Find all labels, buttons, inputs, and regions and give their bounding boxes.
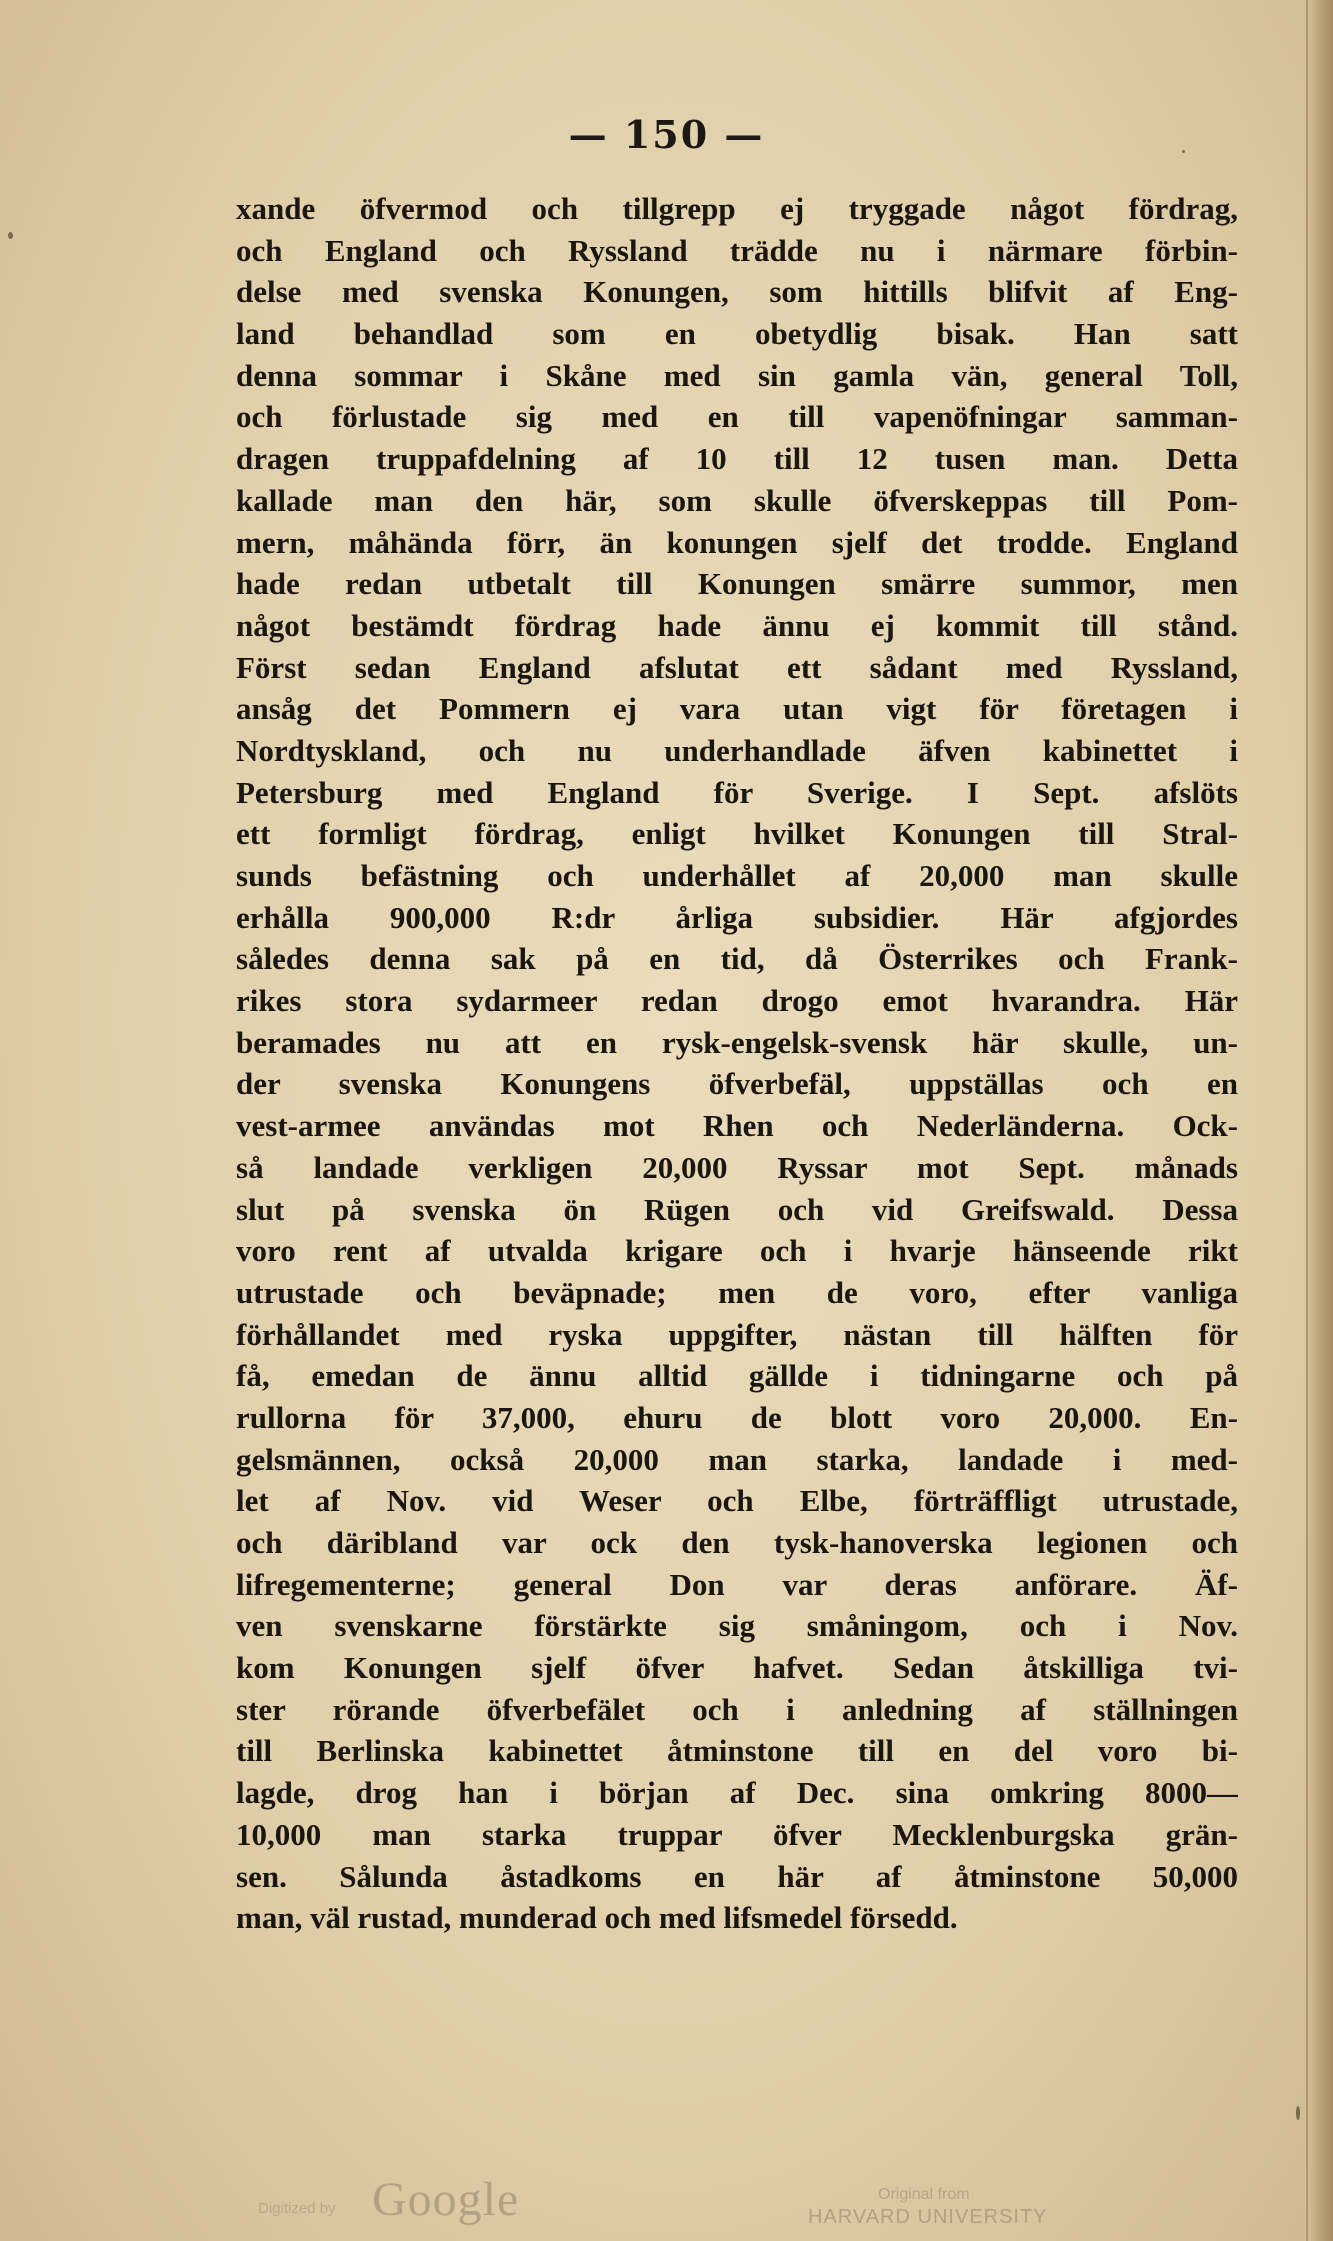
ink-speck bbox=[1296, 2106, 1300, 2120]
text-line: sunds befästning och underhållet af 20,000 man skulle bbox=[236, 858, 1238, 893]
harvard-university-label: HARVARD UNIVERSITY bbox=[808, 2206, 1048, 2228]
text-line: och England och Ryssland trädde nu i närmare förbin- bbox=[236, 232, 1238, 268]
text-line: lifregementerne; general Don var deras anförare. Äf- bbox=[236, 1566, 1238, 1602]
text-line: kom Konungen sjelf öfver hafvet. Sedan åtskilliga tvi- bbox=[236, 1650, 1238, 1686]
text-line: vest-armee användas mot Rhen och Nederländerna. Ock- bbox=[236, 1108, 1238, 1144]
text-line: Först sedan England afslutat ett sådant med Ryssland, bbox=[236, 649, 1238, 685]
text-line: denna sommar i Skåne med sin gamla vän, general Toll, bbox=[236, 357, 1238, 393]
text-line: 10,000 man starka truppar öfver Mecklenburgska grän- bbox=[236, 1816, 1238, 1852]
text-line: let af Nov. vid Weser och Elbe, förträffligt utrustade, bbox=[236, 1483, 1238, 1519]
page-edge-line bbox=[1306, 0, 1308, 2241]
text-line: der svenska Konungens öfverbefäl, uppställas och en bbox=[236, 1066, 1238, 1102]
text-line: slut på svenska ön Rügen och vid Greifswald. Dessa bbox=[236, 1191, 1238, 1227]
page-edge bbox=[1305, 0, 1333, 2241]
text-line: dragen truppafdelning af 10 till 12 tusen man. Detta bbox=[236, 441, 1238, 477]
text-line: kallade man den här, som skulle öfverskeppas till Pom- bbox=[236, 482, 1238, 518]
text-line: ster rörande öfverbefälet och i anledning af ställningen bbox=[236, 1691, 1238, 1727]
text-line: få, emedan de ännu alltid gällde i tidningarne och på bbox=[236, 1358, 1238, 1394]
text-line: voro rent af utvalda krigare och i hvarje hänseende rikt bbox=[236, 1233, 1238, 1269]
text-line: beramades nu att en rysk-engelsk-svensk här skulle, un- bbox=[236, 1024, 1238, 1060]
original-from-label: Original from bbox=[878, 2186, 970, 2203]
text-line: och däribland var ock den tysk-hanoverska legionen och bbox=[236, 1525, 1238, 1560]
text-line: ven svenskarne förstärkte sig småningom, och i Nov. bbox=[236, 1608, 1238, 1644]
text-line: ett formligt fördrag, enligt hvilket Konungen till Stral- bbox=[236, 816, 1238, 852]
text-line: till Berlinska kabinettet åtminstone till en del voro bi- bbox=[236, 1733, 1238, 1769]
text-line: ansåg det Pommern ej vara utan vigt för företagen i bbox=[236, 691, 1238, 727]
ink-speck bbox=[8, 232, 13, 239]
text-line: mern, måhända förr, än konungen sjelf det trodde. England bbox=[236, 524, 1238, 560]
text-line: delse med svenska Konungen, som hittills blifvit af Eng- bbox=[236, 274, 1238, 310]
text-line: man, väl rustad, munderad och med lifsmedel försedd. bbox=[236, 1900, 958, 1936]
text-line: sen. Sålunda åstadkoms en här af åtminstone 50,000 bbox=[236, 1858, 1238, 1894]
body-text bbox=[236, 188, 1238, 1939]
text-line: utrustade och beväpnade; men de voro, efter vanliga bbox=[236, 1274, 1238, 1310]
watermark-footer bbox=[0, 2170, 1333, 2230]
text-line: rikes stora sydarmeer redan drogo emot hvarandra. Här bbox=[236, 983, 1238, 1019]
text-line: xande öfvermod och tillgrepp ej tryggade något fördrag, bbox=[236, 191, 1238, 226]
text-line: gelsmännen, också 20,000 man starka, landade i med- bbox=[236, 1441, 1238, 1477]
text-line: förhållandet med ryska uppgifter, nästan till hälften för bbox=[236, 1316, 1238, 1352]
text-line: något bestämdt fördrag hade ännu ej kommit till stånd. bbox=[236, 607, 1238, 643]
text-line: och förlustade sig med en till vapenöfningar samman- bbox=[236, 399, 1238, 435]
text-line: erhålla 900,000 R:dr årliga subsidier. Här afgjordes bbox=[236, 899, 1238, 935]
text-line: rullorna för 37,000, ehuru de blott voro 20,000. En- bbox=[236, 1399, 1238, 1435]
page-number: — 150 — bbox=[568, 112, 765, 157]
google-logo: Google bbox=[372, 2173, 520, 2226]
text-line: hade redan utbetalt till Konungen smärre summor, men bbox=[236, 566, 1238, 602]
text-line: så landade verkligen 20,000 Ryssar mot Sept. månads bbox=[236, 1149, 1238, 1185]
text-line: Nordtyskland, och nu underhandlade äfven kabinettet i bbox=[236, 732, 1238, 768]
text-line: land behandlad som en obetydlig bisak. Han satt bbox=[236, 316, 1238, 352]
text-line: således denna sak på en tid, då Österrikes och Frank- bbox=[236, 941, 1238, 977]
text-line: Petersburg med England för Sverige. I Sept. afslöts bbox=[236, 774, 1238, 810]
text-line: lagde, drog han i början af Dec. sina omkring 8000— bbox=[236, 1775, 1238, 1811]
digitized-by-label: Digitized by bbox=[258, 2200, 336, 2217]
